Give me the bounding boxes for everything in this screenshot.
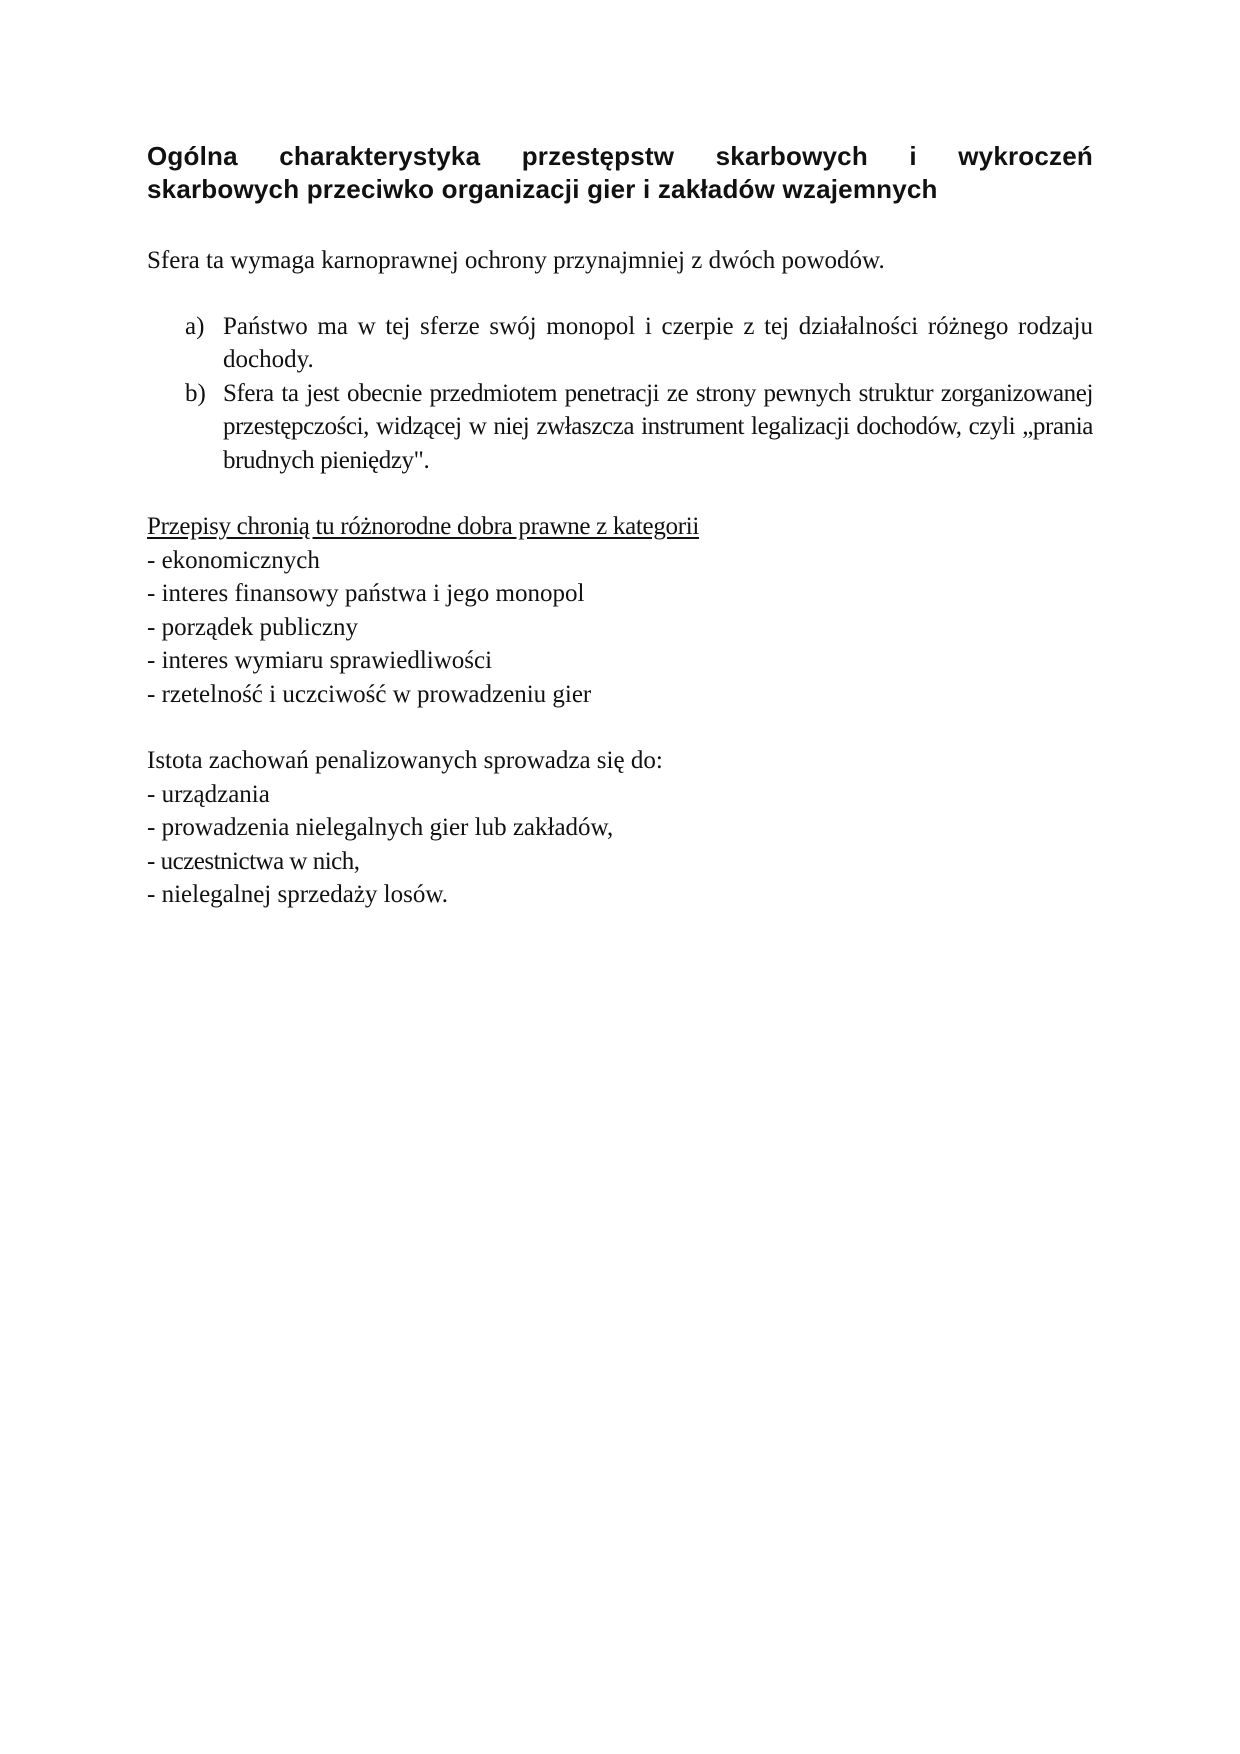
reason-item-b	[185, 377, 1093, 478]
penalized-behaviour-item: - prowadzenia nielegalnych gier lub zakładów,	[147, 814, 614, 841]
document-title	[147, 140, 1093, 206]
protected-goods-section	[147, 510, 1093, 711]
reason-text-a: Państwo ma w tej sferze swój monopol i czerpie z tej działalności różnego rodzaju dochody.	[223, 312, 1093, 373]
reason-item-a	[185, 310, 1093, 377]
protected-goods-item: - porządek publiczny	[147, 613, 359, 641]
protected-goods-item: - interes wymiaru sprawiedliwości	[147, 647, 493, 674]
reason-text-b: Sfera ta jest obecnie przedmiotem penetracji ze strony pewnych struktur zorganizowanej przestępczości, widzącej w niej zwłaszcza instrument legalizacji dochodów, czyli „prania brudnych pieniędzy".	[223, 379, 1093, 474]
intro-paragraph: Sfera ta wymaga karnoprawnej ochrony przynajmniej z dwóch powodów.	[147, 247, 885, 274]
penalized-behaviour-item: - nielegalnej sprzedaży losów.	[147, 881, 449, 908]
protected-goods-item: - ekonomicznych	[147, 546, 320, 574]
reason-marker-b: b)	[185, 379, 206, 407]
penalized-behaviour-item: - uczestnictwa w nich,	[147, 847, 360, 875]
penalized-behaviour-section	[147, 744, 1093, 912]
title-line-1: Ogólna charakterystyka przestępstw skarbowych i wykroczeń	[147, 141, 1093, 171]
penalized-behaviour-item: - urządzania	[147, 780, 270, 808]
protected-goods-item: - rzetelność i uczciwość w prowadzeniu gier	[147, 680, 592, 708]
protected-goods-heading: Przepisy chronią tu różnorodne dobra prawne z kategorii	[147, 513, 700, 540]
title-line-2: skarbowych przeciwko organizacji gier i zakładów wzajemnych	[147, 174, 938, 204]
reason-marker-a: a)	[185, 312, 205, 340]
reasons-list	[147, 310, 1093, 478]
document-page	[147, 140, 1093, 912]
protected-goods-item: - interes finansowy państwa i jego monopol	[147, 580, 585, 607]
penalized-behaviour-heading: Istota zachowań penalizowanych sprowadza się do:	[147, 747, 663, 774]
